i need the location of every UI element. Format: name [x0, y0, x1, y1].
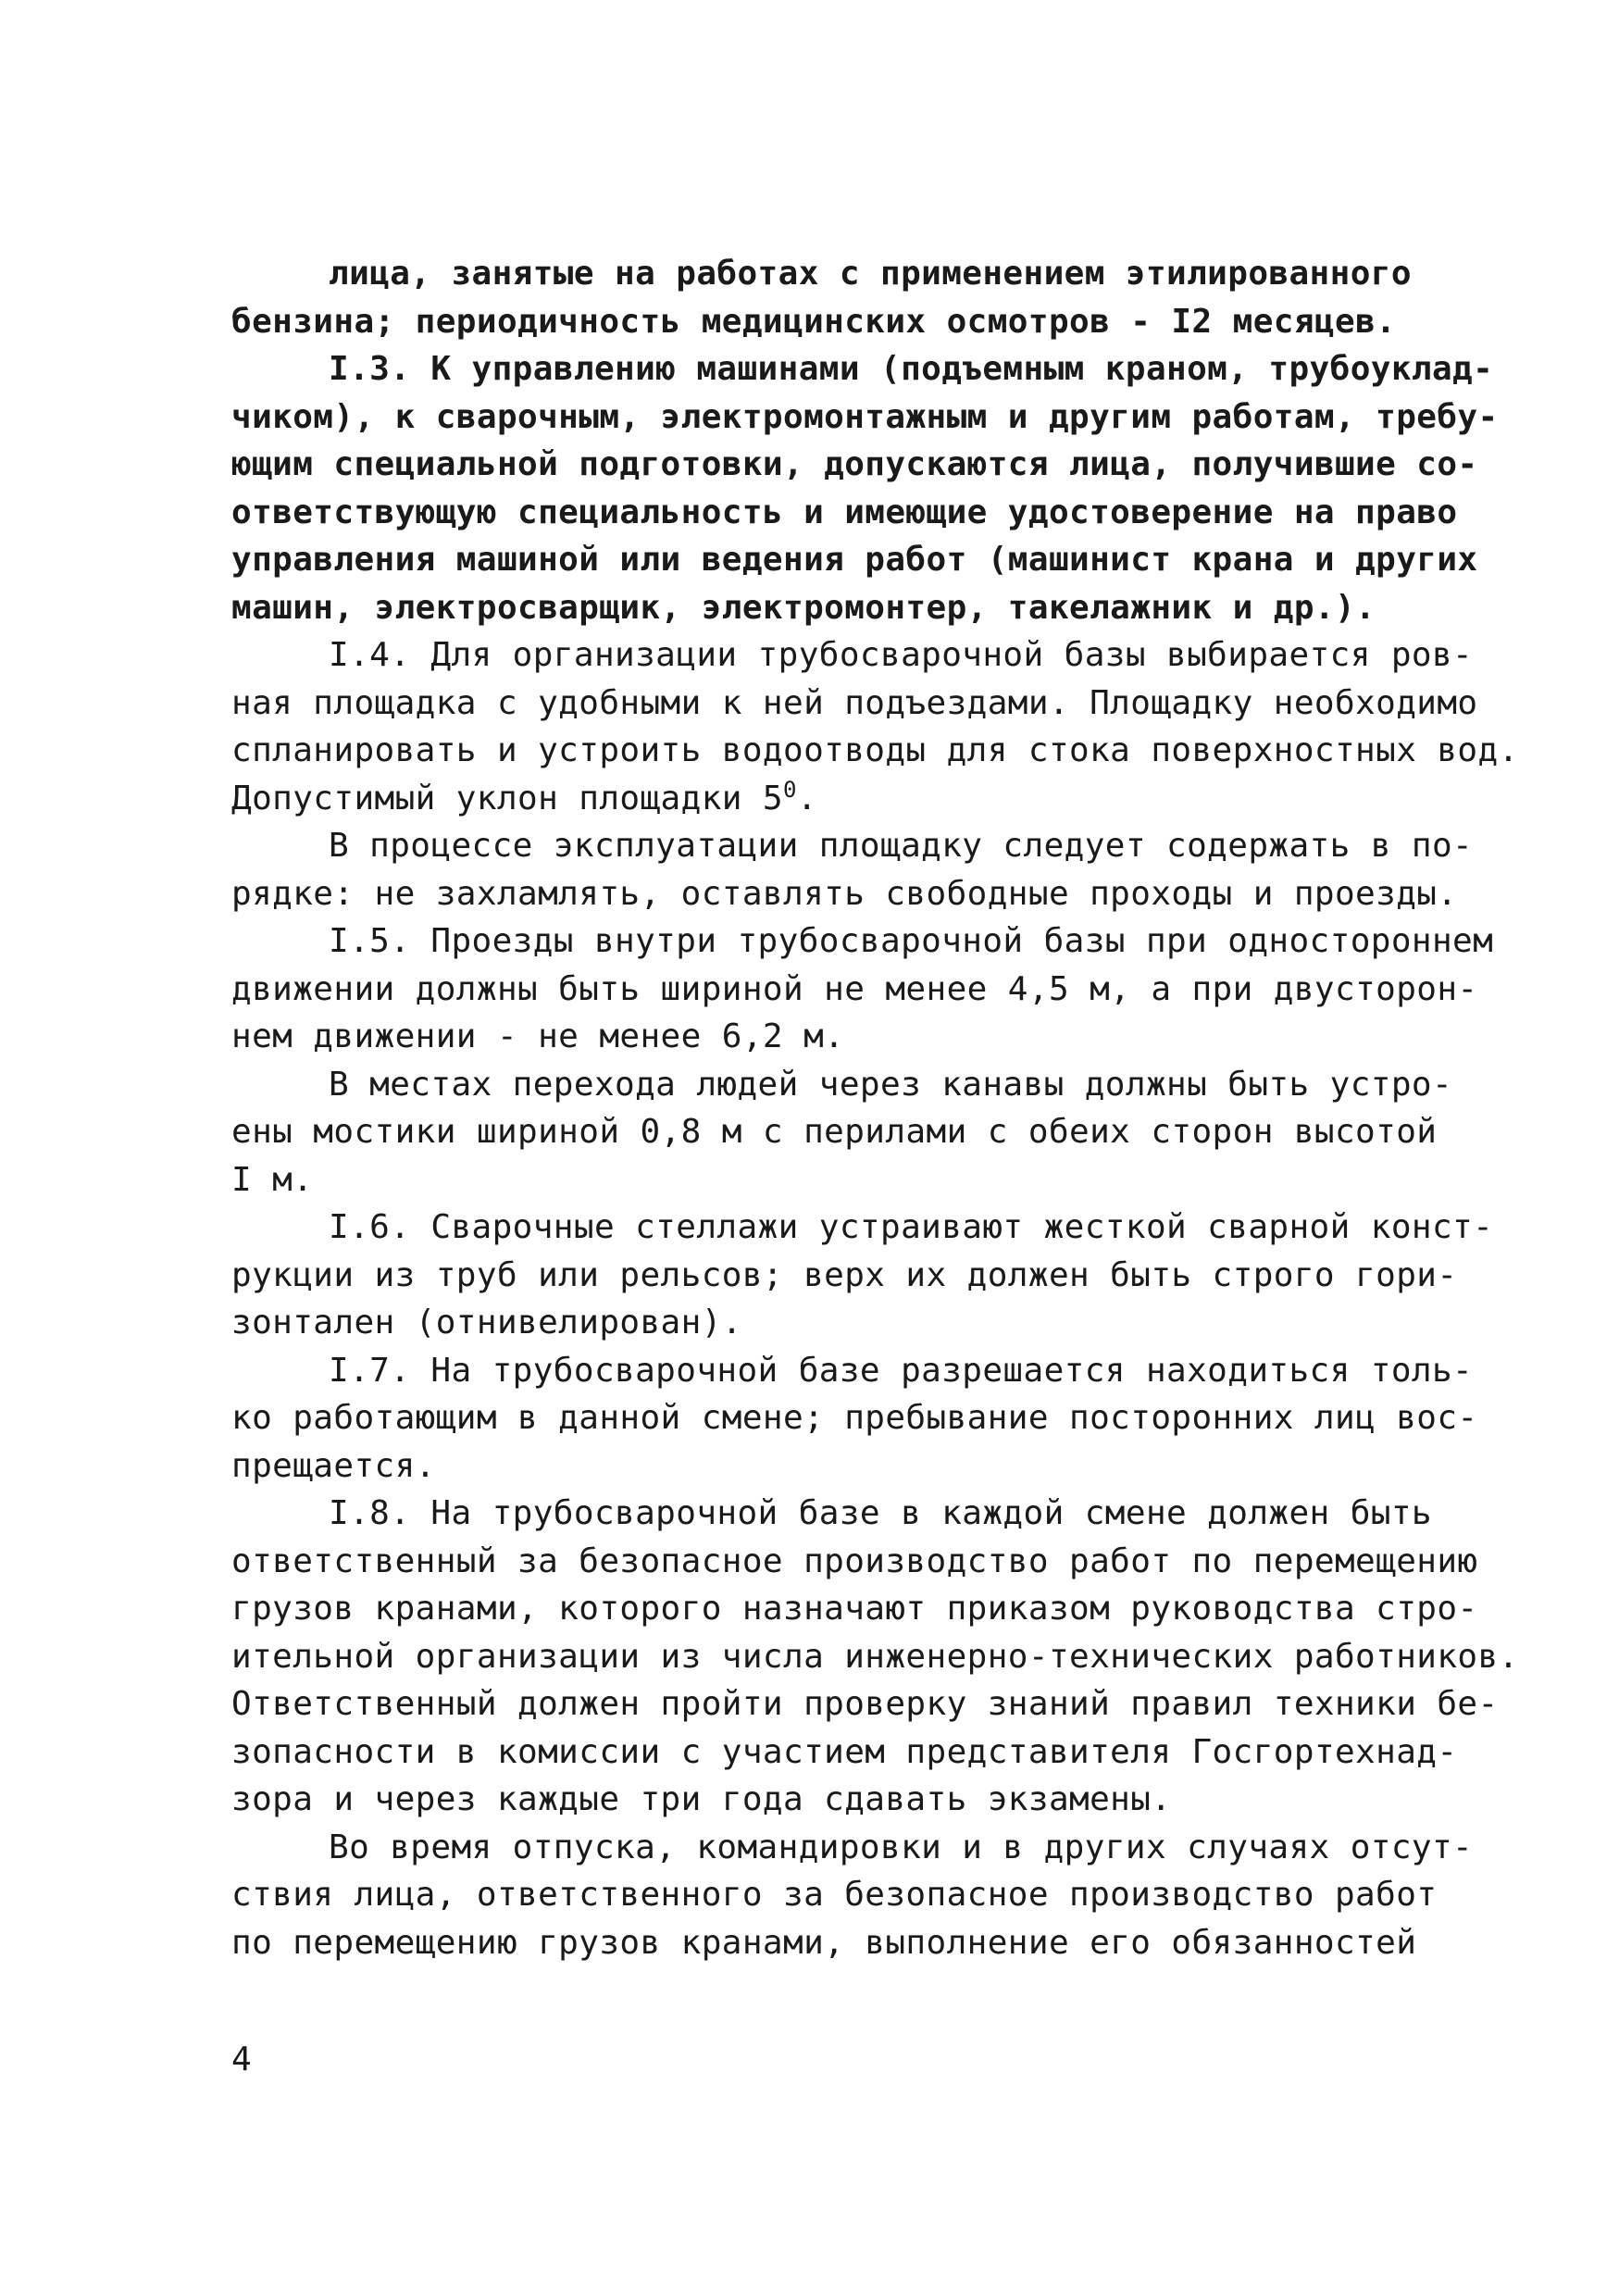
line-text: I.6. Сварочные стеллажи устраивают жесткой сварной конст-	[329, 1208, 1494, 1246]
line-text: ющим специальной подготовки, допускаются лица, получившие со-	[231, 445, 1478, 483]
line-text: зопасности в комиссии с участием представителя Госгортехнад-	[231, 1732, 1458, 1771]
line-text: ответствующую специальность и имеющие удостоверение на право	[231, 493, 1458, 531]
text-line	[231, 1252, 1458, 1300]
line-text: ная площадка с удобными к ней подъездами. Площадку необходимо	[231, 683, 1478, 722]
text-line	[231, 966, 1478, 1014]
text-line	[231, 441, 1478, 489]
text-line	[231, 1442, 1416, 1491]
line-text: грузов кранами, которого назначают приказом руководства стро-	[231, 1590, 1478, 1628]
line-text: чиком), к сварочным, электромонтажным и другим работам, требу-	[231, 397, 1499, 436]
text-line	[231, 298, 1416, 346]
text-line	[231, 631, 1474, 680]
line-text: зора и через каждые три года сдавать экзамены.	[231, 1780, 1172, 1818]
text-line	[231, 1919, 1416, 1967]
text-line	[231, 1776, 1416, 1824]
text-line	[231, 1013, 1416, 1061]
line-text: В процессе эксплуатации площадку следует содержать в по-	[329, 827, 1474, 865]
line-text: В местах перехода людей через канавы должны быть устро-	[329, 1065, 1453, 1104]
text-line	[231, 1728, 1458, 1777]
body-text	[231, 250, 1519, 1966]
line-tail: .	[796, 779, 817, 817]
line-text: ко работающим в данной смене; пребывание посторонних лиц вос-	[231, 1399, 1478, 1437]
text-line	[231, 1490, 1432, 1538]
line-text: рядке: не захламлять, оставлять свободные проходы и проезды.	[231, 874, 1458, 913]
text-line	[231, 584, 1416, 632]
line-text: рукции из труб или рельсов; верх их должен быть строго гори-	[231, 1255, 1458, 1294]
text-line	[231, 1394, 1478, 1442]
line-text: I.8. На трубосварочной базе в каждой смене должен быть	[329, 1494, 1432, 1532]
line-text: бензина; периодичность медицинских осмотров - I2 месяцев.	[231, 302, 1397, 341]
text-line	[231, 1156, 1416, 1204]
line-text: ены мостики шириной 0,8 м с перилами с обеих сторон высотой	[231, 1113, 1438, 1151]
line-text: зонтален (отнивелирован).	[231, 1304, 742, 1341]
text-line	[231, 917, 1494, 966]
text-line	[231, 1633, 1519, 1681]
text-line	[231, 1585, 1478, 1633]
line-text: прещается.	[231, 1446, 436, 1485]
text-line	[231, 822, 1474, 870]
line-text: I.5. Проезды внутри трубосварочной базы при одностороннем	[329, 922, 1494, 960]
line-text: I.4. Для организации трубосварочной базы выбирается ров-	[329, 636, 1474, 674]
line-text: Во время отпуска, командировки и в других случаях отсут-	[329, 1828, 1474, 1866]
text-line	[231, 1538, 1478, 1586]
text-line	[231, 1824, 1474, 1872]
text-line	[231, 393, 1499, 442]
line-text: Ответственный должен пройти проверку знаний правил техники бе-	[231, 1685, 1499, 1723]
line-text: по перемещению грузов кранами, выполнение его обязанностей	[231, 1923, 1417, 1962]
degree-superscript: 0	[783, 776, 797, 803]
line-text: I.3. К управлению машинами (подъемным краном, трубоуклад-	[329, 350, 1494, 388]
text-line	[231, 680, 1478, 728]
text-line	[231, 536, 1478, 584]
text-line	[231, 1061, 1453, 1109]
line-text: ответственный за безопасное производство работ по перемещению	[231, 1541, 1478, 1580]
text-line	[231, 727, 1519, 775]
line-text: I м.	[231, 1160, 314, 1199]
page-number: 4	[231, 2040, 252, 2078]
text-line	[231, 1204, 1494, 1252]
text-line	[231, 1680, 1499, 1728]
line-text: лица, занятые на работах с применением этилированного	[329, 255, 1412, 293]
text-line	[231, 1347, 1474, 1395]
line-text: I.7. На трубосварочной базе разрешается находиться толь-	[329, 1351, 1474, 1390]
line-text: движении должны быть шириной не менее 4,5 м, а при двусторон-	[231, 969, 1478, 1008]
text-line	[231, 1108, 1438, 1156]
text-line	[231, 775, 1416, 823]
text-line	[231, 1299, 1416, 1347]
text-line	[231, 250, 1416, 298]
text-line	[231, 489, 1458, 537]
text-line	[231, 345, 1494, 393]
line-text: машин, электросварщик, электромонтер, такелажник и др.).	[231, 588, 1376, 627]
line-text: Допустимый уклон площадки 5	[231, 779, 783, 817]
line-text: спланировать и устроить водоотводы для стока поверхностных вод.	[231, 731, 1519, 769]
text-line	[231, 870, 1458, 918]
line-text: нем движении - не менее 6,2 м.	[231, 1017, 845, 1055]
line-text: управления машиной или ведения работ (машинист крана и других	[231, 541, 1478, 579]
line-text: ствия лица, ответственного за безопасное производство работ	[231, 1876, 1438, 1914]
text-line	[231, 1871, 1438, 1919]
line-text: ительной организации из числа инженерно-технических работников.	[231, 1637, 1519, 1676]
